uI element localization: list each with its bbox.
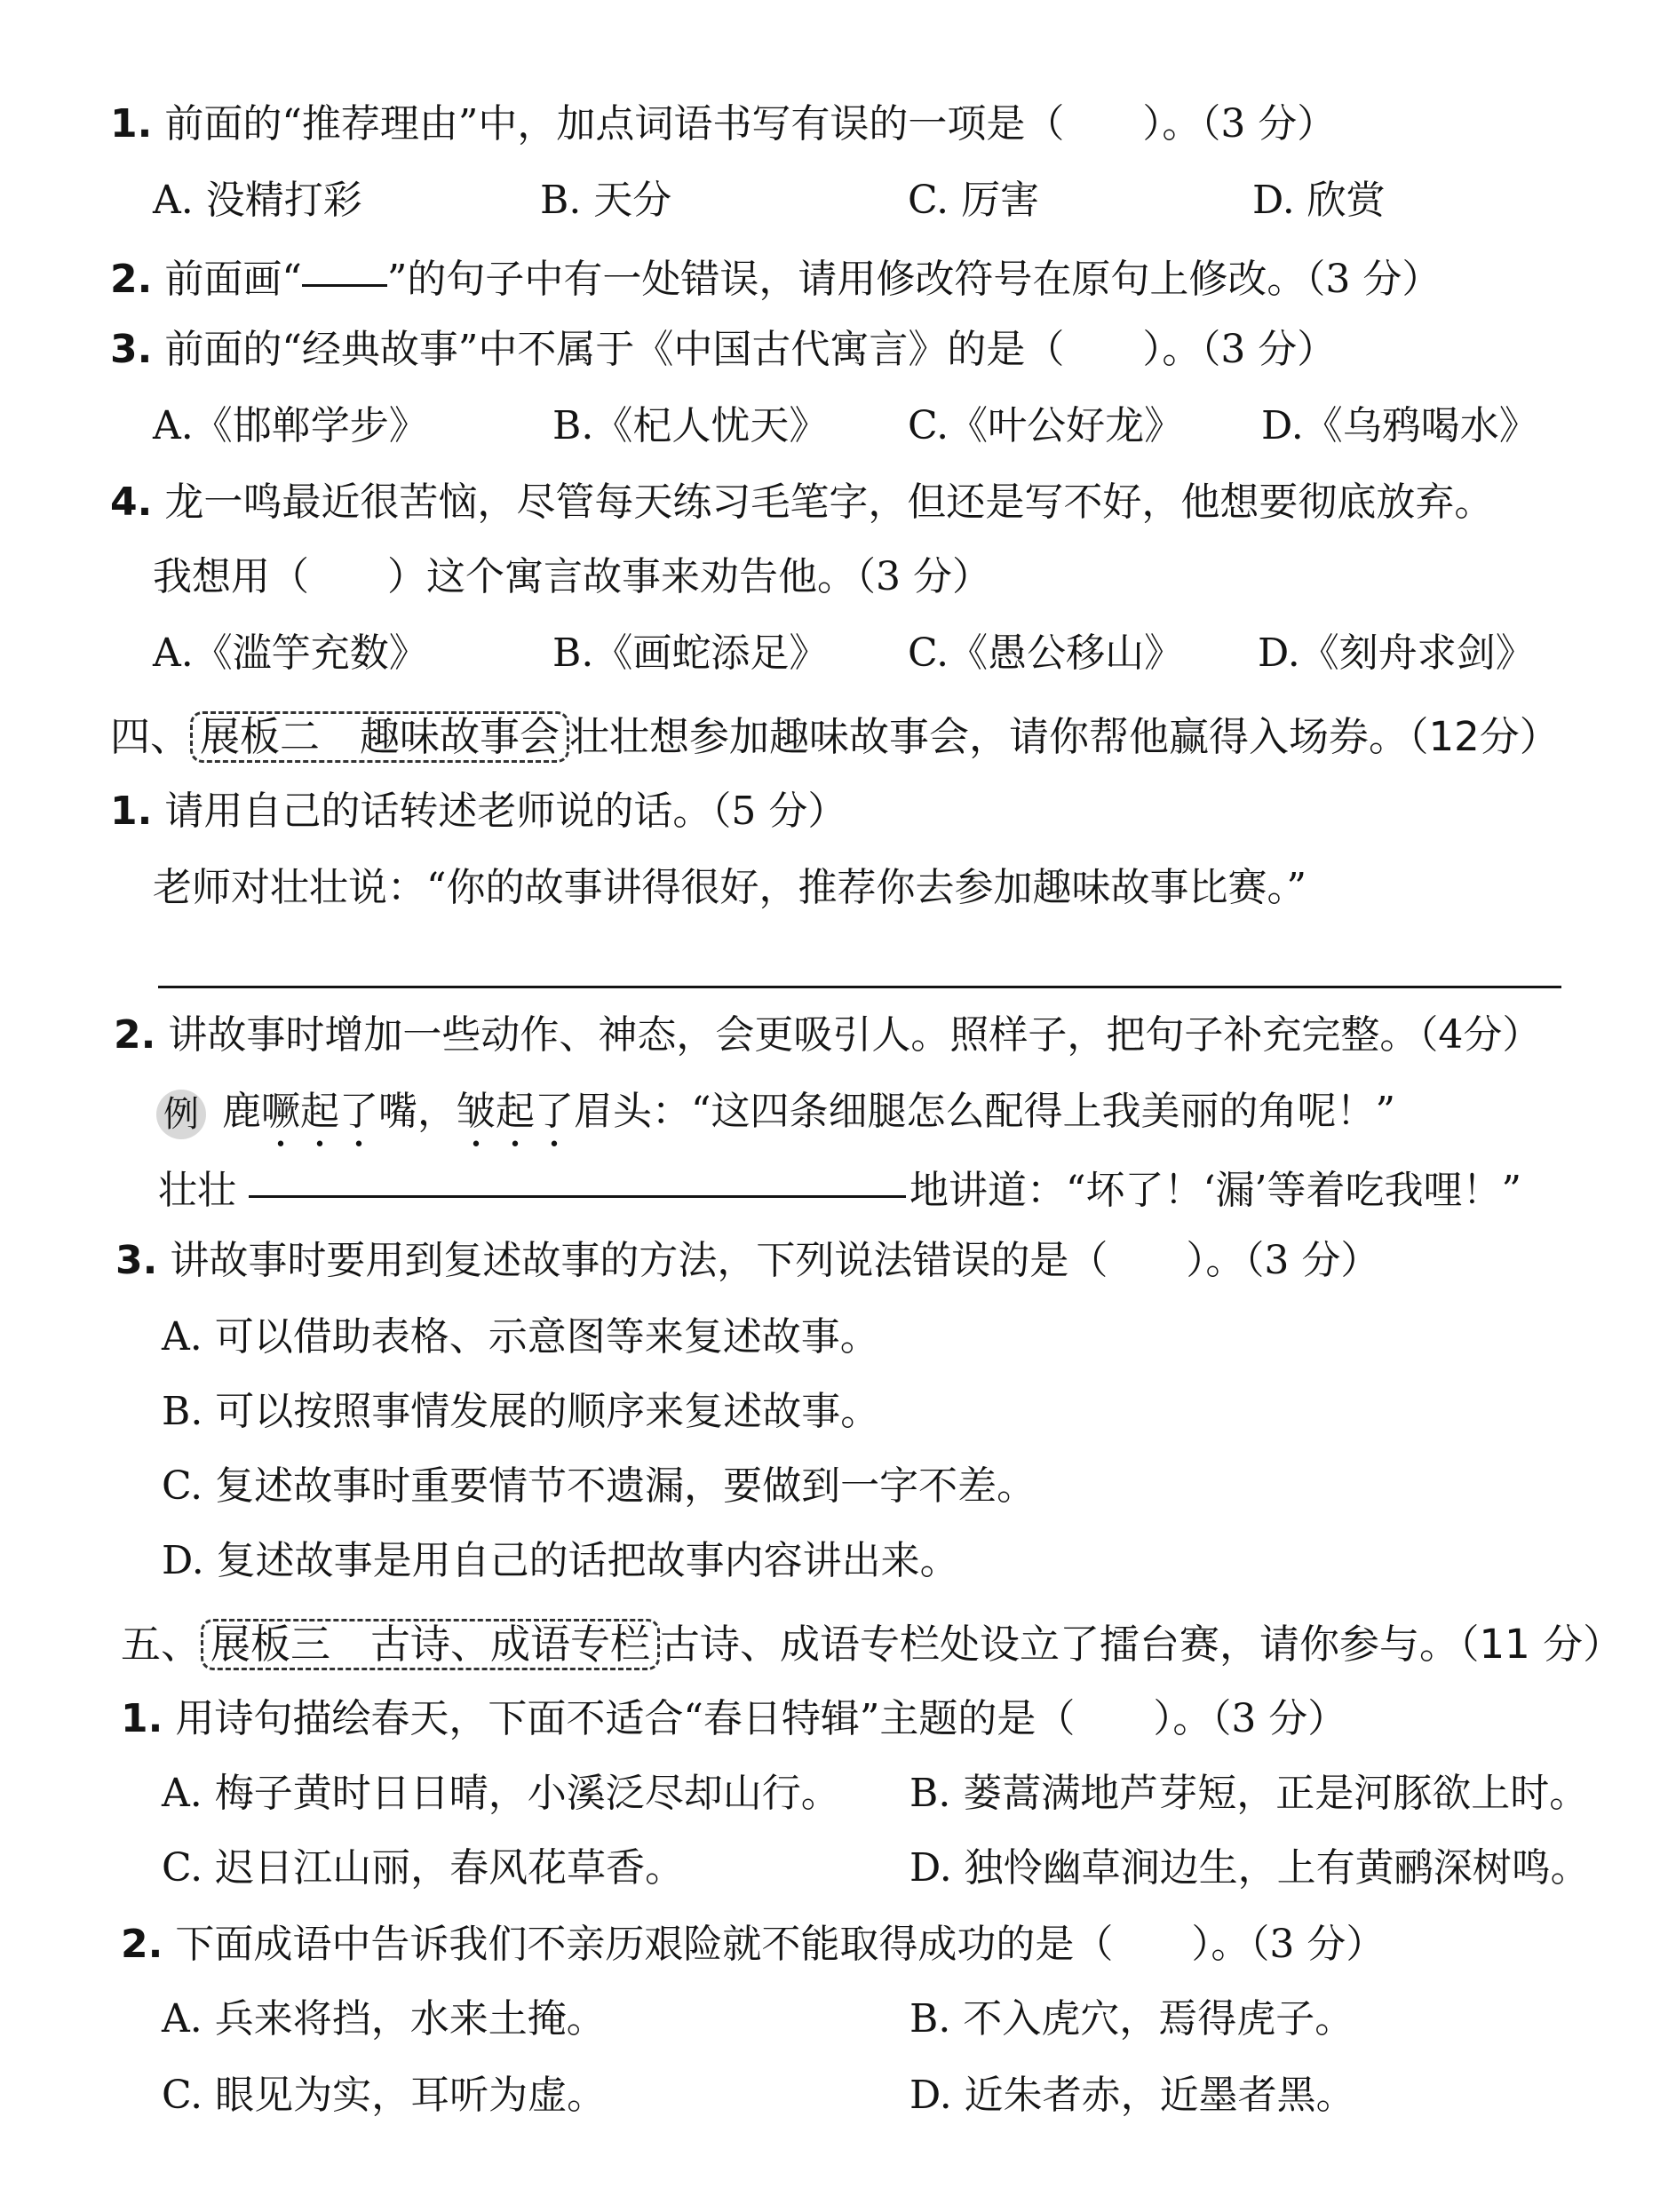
- question-text: 前面的“推荐理由”中，加点词语书写有误的一项是（ ）。（3 分）: [164, 101, 1337, 147]
- question-text: 请用自己的话转述老师说的话。（5 分）: [164, 789, 847, 834]
- question-number: 1.: [121, 1696, 163, 1741]
- question-4-3: [115, 1234, 1379, 1288]
- option-c: C.《叶公好龙》: [908, 403, 1184, 448]
- section-title: 古诗、成语专栏处设立了擂台赛，请你参与。（11 分）: [660, 1621, 1624, 1668]
- option-a: A. 兵来将挡，水来土掩。: [162, 1996, 606, 2042]
- question-text-post: ”的句子中有一处错误，请用修改符号在原句上修改。（3 分）: [386, 257, 1442, 302]
- question-4-2: [114, 1009, 1541, 1062]
- question-number: 2.: [121, 1922, 163, 1967]
- example-badge: 例: [156, 1090, 206, 1139]
- example-line: [156, 1085, 1395, 1138]
- option-a: A.《滥竽充数》: [153, 630, 428, 676]
- option-b: B.《杞人忧天》: [552, 403, 829, 448]
- option-c: C. 厉害: [908, 178, 1040, 223]
- option-c: C.《愚公移山》: [908, 630, 1184, 676]
- answer-line[interactable]: [158, 986, 1561, 988]
- question-3-3: [110, 323, 1336, 377]
- question-3-4-cont: 我想用（ ）这个寓言故事来劝告他。（3 分）: [153, 554, 991, 599]
- section-prefix: 四、: [110, 713, 191, 760]
- option-d: D. 复述故事是用自己的话把故事内容讲出来。: [162, 1538, 959, 1583]
- option-a: A.《邯郸学步》: [153, 403, 428, 448]
- question-3-2: [110, 249, 1441, 302]
- example-emphasis-action: 噘起了: [261, 1089, 378, 1134]
- section-board-label: 展板二 趣味故事会: [190, 711, 569, 763]
- section-title: 壮壮想参加趣味故事会，请你帮他赢得入场券。（12分）: [569, 713, 1560, 760]
- example-text: 嘴，: [378, 1089, 457, 1134]
- fill-prefix: 壮壮: [158, 1168, 236, 1213]
- question-number: 1.: [110, 789, 153, 834]
- question-text: 前面的“经典故事”中不属于《中国古代寓言》的是（ ）。（3 分）: [164, 327, 1337, 372]
- question-text: 龙一鸣最近很苦恼，尽管每天练习毛笔字，但还是写不好，他想要彻底放弃。: [164, 480, 1494, 525]
- option-c: C. 眼见为实，耳听为虚。: [162, 2073, 607, 2118]
- fill-blank[interactable]: [249, 1160, 906, 1198]
- fill-suffix: 地讲道：“坏了！‘漏’等着吃我哩！”: [909, 1168, 1521, 1213]
- question-number: 3.: [115, 1238, 158, 1283]
- question-number: 4.: [110, 480, 153, 525]
- option-b: B.《画蛇添足》: [552, 630, 829, 676]
- example-text: 鹿: [222, 1089, 261, 1134]
- question-number: 2.: [114, 1012, 156, 1058]
- option-b: B. 不入虎穴，焉得虎子。: [909, 1996, 1354, 2042]
- question-text: 讲故事时要用到复述故事的方法，下列说法错误的是（ ）。（3 分）: [170, 1238, 1380, 1283]
- underline-sample: [302, 249, 387, 287]
- section-prefix: 五、: [121, 1621, 202, 1668]
- question-5-2: [121, 1918, 1385, 1971]
- option-c: C. 复述故事时重要情节不遗漏，要做到一字不差。: [162, 1463, 1037, 1509]
- question-number: 2.: [110, 257, 153, 302]
- option-c: C. 迟日江山丽，春风花草香。: [162, 1845, 685, 1891]
- option-b: B. 天分: [540, 178, 672, 223]
- question-number: 1.: [110, 101, 153, 147]
- section-4-heading: [110, 710, 1560, 764]
- question-3-1: [110, 98, 1336, 151]
- option-d: D. 独怜幽草涧边生，上有黄鹂深树鸣。: [909, 1845, 1590, 1891]
- option-b: B. 蒌蒿满地芦芽短，正是河豚欲上时。: [909, 1771, 1589, 1816]
- question-5-1: [121, 1693, 1346, 1746]
- option-a: A. 没精打彩: [153, 178, 362, 223]
- question-text: 下面成语中告诉我们不亲历艰险就不能取得成功的是（ ）。（3 分）: [175, 1922, 1386, 1967]
- option-d: D.《乌鸦喝水》: [1261, 403, 1538, 448]
- option-d: D. 近朱者赤，近墨者黑。: [909, 2073, 1355, 2118]
- option-d: D. 欣赏: [1252, 178, 1386, 223]
- question-text-pre: 前面画“: [164, 257, 302, 302]
- option-a: A. 梅子黄时日日晴，小溪泛尽却山行。: [162, 1771, 840, 1816]
- fill-in-line: [158, 1160, 1521, 1213]
- question-text: 讲故事时增加一些动作、神态，会更吸引人。照样子，把句子补充完整。（4分）: [168, 1012, 1542, 1058]
- teacher-quote: 老师对壮壮说：“你的故事讲得很好，推荐你去参加趣味故事比赛。”: [153, 865, 1307, 910]
- option-b: B. 可以按照事情发展的顺序来复述故事。: [162, 1389, 880, 1434]
- question-text: 用诗句描绘春天，下面不适合“春日特辑”主题的是（ ）。（3 分）: [175, 1696, 1347, 1741]
- example-emphasis-expression: 皱起了: [457, 1089, 574, 1134]
- section-board-label: 展板三 古诗、成语专栏: [201, 1619, 660, 1670]
- question-number: 3.: [110, 327, 153, 372]
- question-3-4: [110, 476, 1493, 529]
- question-4-1: [110, 785, 846, 838]
- example-text: 眉头：“这四条细腿怎么配得上我美丽的角呢！”: [574, 1089, 1395, 1134]
- section-5-heading: [121, 1618, 1623, 1671]
- option-a: A. 可以借助表格、示意图等来复述故事。: [162, 1314, 879, 1360]
- option-d: D.《刻舟求剑》: [1258, 630, 1535, 676]
